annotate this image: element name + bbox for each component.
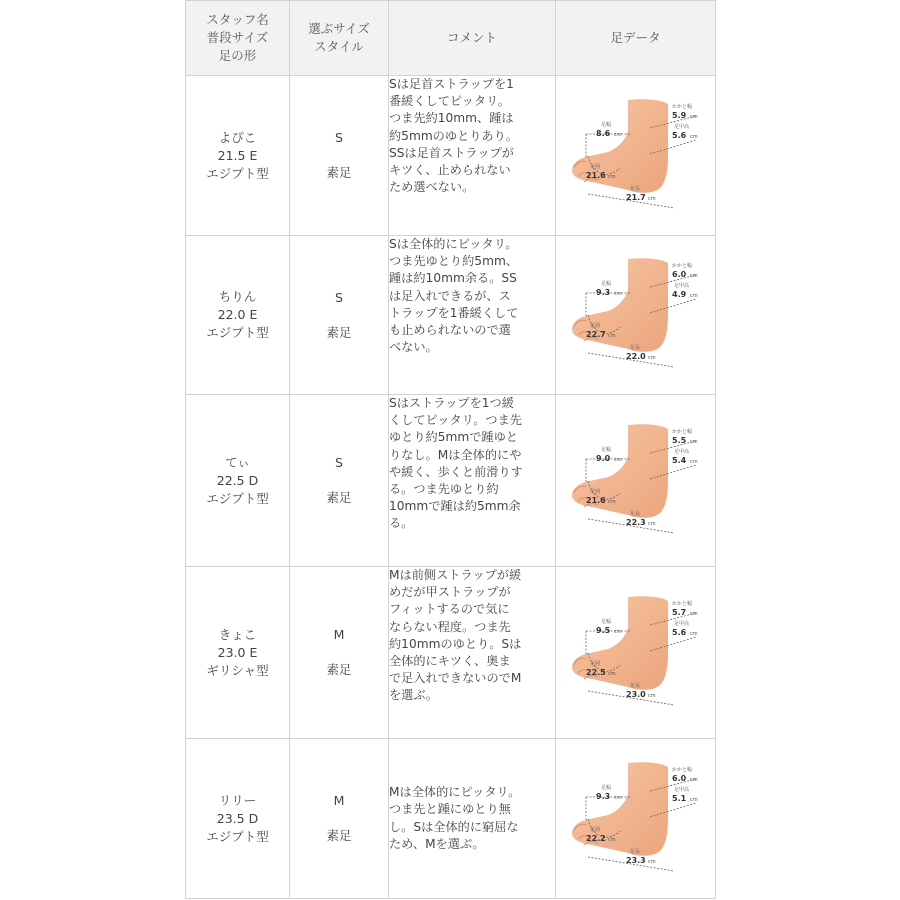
foot-width-unit: cm (613, 291, 622, 297)
style-label: 素足 (326, 490, 352, 505)
staff-info-line: エジプト型 (206, 828, 269, 844)
table-row (186, 76, 716, 236)
heel-width-value: 5.9 (671, 110, 686, 120)
girth-label: 足囲 (589, 163, 600, 170)
foot-width-unit: cm (613, 628, 622, 635)
heel-width-label: かかと幅 (671, 766, 692, 773)
comment-line: 10mmで踵は約5mm余 (389, 499, 521, 514)
comment-line: りなし。Mは全体的にや (389, 447, 522, 462)
foot-width-value: 9.3 (595, 288, 610, 297)
heel-width-label: かかと幅 (671, 103, 692, 110)
style-label: 素足 (326, 324, 352, 340)
length-label: 足長 (629, 185, 640, 192)
foot-width-unit: cm (613, 131, 622, 138)
heel-width-unit: cm (689, 776, 698, 783)
staff-info-line: リリー (218, 792, 257, 808)
table-row (186, 739, 716, 899)
size-style-cell (290, 76, 389, 236)
comment-line: Mは全体的にピッタリ。 (389, 785, 521, 800)
foot-width-value: 9.3 (595, 791, 610, 801)
heel-width-unit: cm (689, 273, 698, 279)
staff-info-line: 21.5 E (217, 147, 258, 163)
instep-value: 5.6 (671, 627, 686, 637)
size-style-cell (290, 395, 389, 567)
staff-info-line: 23.5 D (216, 810, 259, 826)
comment-line: ゆとり約5mmで踵ゆと (389, 430, 518, 445)
staff-cell (186, 395, 290, 567)
girth-label: 足囲 (589, 323, 600, 329)
foot-width-unit: cm (613, 794, 622, 801)
comment-line: ため選べない。 (389, 180, 475, 195)
foot-width-label: 足幅 (600, 121, 611, 128)
comment-line: る。つま先ゆとり約 (389, 482, 499, 497)
instep-value: 4.9 (671, 290, 686, 299)
chosen-size: M (333, 793, 345, 808)
instep-label: 足甲高 (673, 786, 689, 793)
comment-line: つま先約10mm、踵は (389, 111, 514, 126)
style-label: 素足 (326, 828, 352, 843)
staff-info-line: 22.5 D (216, 472, 259, 488)
instep-unit: cm (689, 293, 698, 299)
foot-width-label: 足幅 (600, 281, 611, 287)
staff-cell (186, 739, 290, 899)
size-comparison-table (185, 0, 716, 899)
header-staff-line: スタッフ名 (206, 12, 269, 27)
comment-line: で足入れできないのでM (389, 671, 522, 686)
staff-info-line: エジプト型 (206, 165, 269, 181)
instep-unit: cm (689, 630, 698, 637)
staff-info-line: エジプト型 (206, 490, 269, 506)
header-foot-data (556, 1, 716, 76)
size-style-cell (290, 236, 389, 395)
foot-diagram (568, 421, 704, 541)
heel-width-unit: cm (689, 113, 698, 120)
comment-line: めだが甲ストラップが (389, 585, 511, 600)
foot-width-value: 9.5 (595, 625, 610, 635)
foot-data-cell (556, 236, 716, 395)
staff-info-line: よぴこ (218, 129, 257, 145)
comment-line: キツく、止められない (389, 163, 511, 178)
foot-diagram (568, 255, 704, 375)
heel-width-label: かかと幅 (671, 600, 692, 607)
instep-label: 足甲高 (673, 448, 689, 455)
foot-diagram (568, 96, 704, 216)
comment-line: 約10mmのゆとり。Sは (389, 636, 522, 651)
comment-line: Sは足首ストラップを1 (389, 77, 514, 91)
header-staff-line: 普段サイズ (206, 30, 269, 45)
foot-width-label: 足幅 (600, 784, 611, 791)
comment-line: は足入れできるが、ス (389, 288, 511, 303)
foot-data-cell (556, 76, 716, 236)
comment-line: ため、Mを選ぶ。 (389, 836, 485, 851)
chosen-size: S (335, 130, 343, 145)
instep-label: 足甲高 (673, 123, 689, 130)
comment-line: 約5mmのゆとりあり。 (389, 128, 518, 143)
staff-cell (186, 76, 290, 236)
length-unit: cm (647, 355, 656, 361)
comment-line: も止められないので選 (389, 323, 511, 338)
comment-line: し。Sは全体的に窮屈な (389, 819, 519, 834)
foot-data-cell (556, 567, 716, 739)
comment-line: 踵は約10mm余る。SS (389, 271, 517, 286)
girth-unit: cm (607, 173, 616, 180)
instep-unit: cm (689, 133, 698, 140)
heel-width-label: かかと幅 (671, 428, 692, 435)
length-label: 足長 (629, 345, 640, 351)
comment-line: Sはストラップを1つ緩 (389, 396, 514, 410)
length-value: 22.3 (625, 517, 646, 527)
heel-width-unit: cm (689, 438, 698, 445)
comment-line: SSは足首ストラップが (389, 145, 514, 160)
instep-label: 足甲高 (673, 620, 689, 627)
length-label: 足長 (629, 848, 640, 855)
instep-value: 5.6 (671, 130, 686, 140)
length-value: 21.7 (625, 192, 646, 202)
staff-info-line: てぃ (225, 454, 250, 470)
instep-value: 5.1 (671, 793, 686, 803)
comment-cell (389, 236, 556, 395)
foot-width-unit: cm (613, 456, 622, 463)
foot-width-label: 足幅 (600, 446, 611, 453)
chosen-size: M (333, 627, 345, 642)
foot-width-value: 9.0 (595, 453, 610, 463)
chosen-size: S (335, 289, 343, 305)
comment-line: や緩く、歩くと前滑りす (389, 464, 523, 479)
foot-width-value: 8.6 (595, 128, 610, 138)
comment-line: べない。 (389, 340, 438, 355)
staff-info-line: ギリシャ型 (206, 662, 269, 678)
comment-line: つま先ゆとり約5mm、 (389, 254, 518, 269)
header-foot-data-line: 足データ (610, 30, 661, 45)
staff-cell (186, 567, 290, 739)
staff-info-line: ちりん (218, 289, 257, 304)
heel-width-value: 6.0 (671, 773, 686, 783)
girth-value: 22.2 (585, 833, 606, 843)
length-value: 23.3 (625, 855, 646, 865)
length-value: 22.0 (625, 352, 646, 361)
comment-line: つま先と踵にゆとり無 (389, 802, 511, 817)
instep-label: 足甲高 (673, 283, 689, 289)
girth-label: 足囲 (589, 488, 600, 495)
length-label: 足長 (629, 510, 640, 517)
length-unit: cm (647, 520, 656, 527)
heel-width-unit: cm (689, 610, 698, 617)
length-unit: cm (647, 195, 656, 202)
header-comment-line: コメント (446, 30, 497, 45)
table-row (186, 395, 716, 567)
girth-value: 21.6 (585, 495, 606, 505)
instep-unit: cm (689, 458, 698, 465)
comment-line: を選ぶ。 (389, 688, 438, 703)
comment-line: くしてピッタリ。つま先 (389, 413, 522, 428)
header-staff-line: 足の形 (218, 48, 257, 63)
comment-line: 全体的にキツく、奥ま (389, 654, 511, 669)
foot-data-cell (556, 739, 716, 899)
staff-info-line: 22.0 E (217, 307, 258, 322)
heel-width-value: 5.5 (671, 435, 686, 445)
staff-cell (186, 236, 290, 395)
header-comment (389, 1, 556, 76)
style-label: 素足 (326, 662, 352, 677)
staff-info-line: 23.0 E (217, 644, 258, 660)
comment-line: る。 (389, 516, 414, 531)
foot-width-label: 足幅 (600, 618, 611, 625)
girth-value: 22.5 (585, 667, 606, 677)
style-label: 素足 (326, 165, 352, 180)
header-size-line: 選ぶサイズ (308, 21, 370, 36)
table-row (186, 567, 716, 739)
girth-value: 21.6 (585, 170, 606, 180)
comment-cell (389, 567, 556, 739)
table-row (186, 236, 716, 395)
size-style-cell (290, 567, 389, 739)
header-size (290, 1, 389, 76)
comment-cell (389, 395, 556, 567)
chosen-size: S (335, 455, 343, 470)
comment-line: ならない程度。つま先 (389, 619, 511, 634)
girth-unit: cm (607, 333, 616, 339)
heel-width-label: かかと幅 (671, 263, 692, 269)
length-value: 23.0 (625, 689, 646, 699)
header-staff (186, 1, 290, 76)
heel-width-value: 5.7 (671, 607, 686, 617)
staff-info-line: エジプト型 (206, 325, 269, 340)
girth-value: 22.7 (585, 330, 606, 339)
girth-unit: cm (607, 836, 616, 843)
comment-line: Sは全体的にピッタリ。 (389, 237, 518, 251)
foot-diagram (568, 759, 704, 879)
length-label: 足長 (629, 682, 640, 689)
foot-diagram (568, 593, 704, 713)
foot-data-cell (556, 395, 716, 567)
staff-info-line: きょこ (218, 626, 257, 642)
size-style-cell (290, 739, 389, 899)
comment-line: フィットするので気に (389, 602, 510, 617)
header-size-line: スタイル (314, 39, 364, 54)
girth-label: 足囲 (589, 826, 600, 833)
comment-line: Mは前側ストラップが緩 (389, 568, 522, 582)
instep-unit: cm (689, 796, 698, 803)
instep-value: 5.4 (671, 455, 686, 465)
length-unit: cm (647, 858, 656, 865)
girth-unit: cm (607, 498, 616, 505)
comment-cell (389, 739, 556, 899)
comment-cell (389, 76, 556, 236)
comment-line: 番緩くしてピッタリ。 (389, 94, 510, 109)
girth-unit: cm (607, 670, 616, 677)
header-row (186, 1, 716, 76)
length-unit: cm (647, 692, 656, 699)
heel-width-value: 6.0 (671, 270, 686, 279)
comment-line: トラップを1番緩くして (389, 305, 519, 320)
girth-label: 足囲 (589, 660, 600, 667)
